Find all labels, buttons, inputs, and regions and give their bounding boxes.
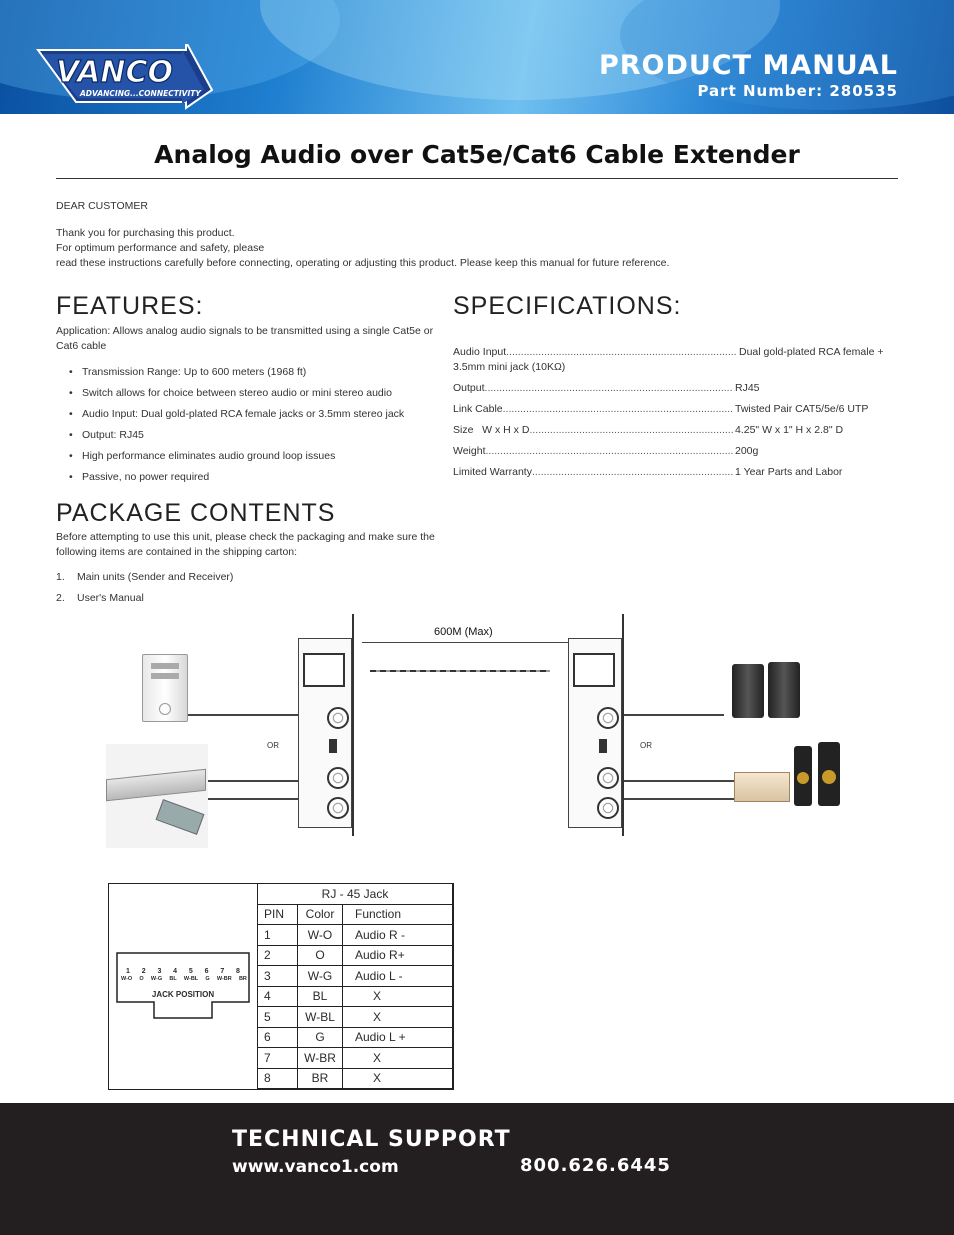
intro-block — [56, 199, 906, 271]
list-item: • High performance eliminates audio ground loop issues — [56, 449, 436, 464]
spec-label: Limited Warranty — [453, 466, 532, 478]
table-title-row — [258, 884, 453, 905]
amplifier-image — [734, 772, 790, 802]
floor-speakers-image — [792, 742, 844, 808]
salutation: DEAR CUSTOMER — [56, 200, 148, 212]
list-item: • Switch allows for choice between stereo audio or mini stereo audio — [56, 386, 436, 401]
package-intro: Before attempting to use this unit, please check the packaging and make sure the following items are contained in the shipping carton: — [56, 531, 435, 558]
package-section — [56, 530, 446, 612]
package-heading: PACKAGE CONTENTS — [56, 499, 336, 527]
pc-speakers-image — [730, 662, 806, 722]
spec-row — [453, 381, 893, 396]
connection-diagram — [104, 614, 846, 858]
mini-jack — [327, 707, 349, 729]
table-row: 6 G Audio L + — [258, 1027, 453, 1048]
list-item: 2. User's Manual — [56, 592, 144, 604]
table-row: 4 BL X — [258, 986, 453, 1007]
jack-position-label: JACK POSITION — [151, 990, 215, 999]
spec-value: 200g — [735, 445, 759, 457]
tech-support-title: TECHNICAL SUPPORT — [232, 1127, 511, 1152]
column-header: PIN — [258, 904, 298, 925]
rca-jack-l — [597, 797, 619, 819]
jack-pin-numbers: 1 2 3 4 5 6 7 8 — [126, 968, 240, 975]
rj45-port — [303, 653, 345, 687]
mini-jack — [597, 707, 619, 729]
list-item: • Transmission Range: Up to 600 meters (1968 ft) — [56, 365, 436, 380]
dvd-player-image — [106, 744, 208, 848]
table-row: 3 W-G Audio L - — [258, 966, 453, 987]
spec-value: Twisted Pair CAT5/5e/6 UTP — [735, 403, 869, 415]
rca-jack-r — [327, 767, 349, 789]
rca-jack-l — [327, 797, 349, 819]
spec-value: 1 Year Parts and Labor — [735, 466, 843, 478]
table-row: 2 O Audio R+ — [258, 945, 453, 966]
spec-label: Size W x H x D — [453, 424, 530, 436]
receiver-unit — [568, 638, 622, 828]
intro-line: read these instructions carefully before connecting, operating or adjusting this product. Please keep this manual for future reference. — [56, 257, 670, 269]
vanco-logo — [36, 44, 214, 110]
intro-line: For optimum performance and safety, please — [56, 242, 265, 254]
list-item: • Output: RJ45 — [56, 428, 436, 443]
table-row: 7 W-BR X — [258, 1048, 453, 1069]
or-label-right: OR — [640, 741, 652, 750]
table-row: 5 W-BL X — [258, 1007, 453, 1028]
logo-brand: VANCO — [56, 55, 174, 90]
column-header: Color — [298, 904, 343, 925]
table-header-row — [258, 904, 453, 925]
audio-switch — [599, 739, 607, 753]
spec-value: Dual gold-plated RCA female + — [739, 346, 884, 358]
rca-jack-r — [597, 767, 619, 789]
spec-value-continued: 3.5mm mini jack (10KΩ) — [453, 361, 566, 373]
pinout-table — [257, 883, 453, 1089]
features-list — [56, 365, 436, 485]
specifications-heading: SPECIFICATIONS: — [453, 292, 682, 320]
specifications-list — [453, 345, 893, 486]
phone-number: 800.626.6445 — [520, 1155, 671, 1176]
audio-switch — [329, 739, 337, 753]
cat5-cable — [370, 670, 550, 672]
logo-tagline: ADVANCING...CONNECTIVITY — [80, 89, 201, 98]
features-heading: FEATURES: — [56, 292, 204, 320]
website-link[interactable]: www.vanco1.com — [232, 1157, 399, 1177]
intro-line: Thank you for purchasing this product. — [56, 227, 235, 239]
spec-label: Link Cable — [453, 403, 503, 415]
product-manual-title: PRODUCT MANUAL — [598, 50, 898, 81]
spec-label: Audio Input — [453, 346, 507, 358]
spec-value: RJ45 — [735, 382, 760, 394]
rj45-port — [573, 653, 615, 687]
distance-label: 600M (Max) — [434, 626, 493, 638]
spec-row — [453, 423, 893, 438]
or-label-left: OR — [267, 741, 279, 750]
footer-bar — [0, 1103, 954, 1235]
page-title: Analog Audio over Cat5e/Cat6 Cable Extender — [154, 140, 800, 169]
jack-pin-colors: W-O O W-G BL W-BL G W-BR BR — [121, 976, 247, 982]
list-item: • Audio Input: Dual gold-plated RCA female jacks or 3.5mm stereo jack — [56, 407, 436, 422]
column-header: Function — [343, 904, 453, 925]
features-application: Application: Allows analog audio signals to be transmitted using a single Cat5e or Cat6 cable — [56, 325, 434, 352]
table-row: 1 W-O Audio R - — [258, 925, 453, 946]
table-row: 8 BR X — [258, 1068, 453, 1089]
pc-tower-image — [142, 654, 188, 722]
jack-outline — [116, 952, 250, 1020]
spec-label: Weight — [453, 445, 486, 457]
sender-unit — [298, 638, 352, 828]
title-divider — [56, 178, 898, 179]
list-item: • Passive, no power required — [56, 470, 436, 485]
spec-row — [453, 465, 893, 480]
spec-value: 4.25" W x 1" H x 2.8" D — [735, 424, 844, 436]
list-item: 1. Main units (Sender and Receiver) — [56, 571, 234, 583]
table-title: RJ - 45 Jack — [258, 884, 453, 905]
spec-row — [453, 402, 893, 417]
rj45-jack-diagram — [116, 952, 250, 1020]
features-section — [56, 324, 436, 491]
spec-row — [453, 444, 893, 459]
spec-label: Output — [453, 382, 485, 394]
package-list — [56, 570, 446, 606]
spec-row — [453, 345, 893, 360]
part-number: Part Number: 280535 — [697, 82, 898, 100]
